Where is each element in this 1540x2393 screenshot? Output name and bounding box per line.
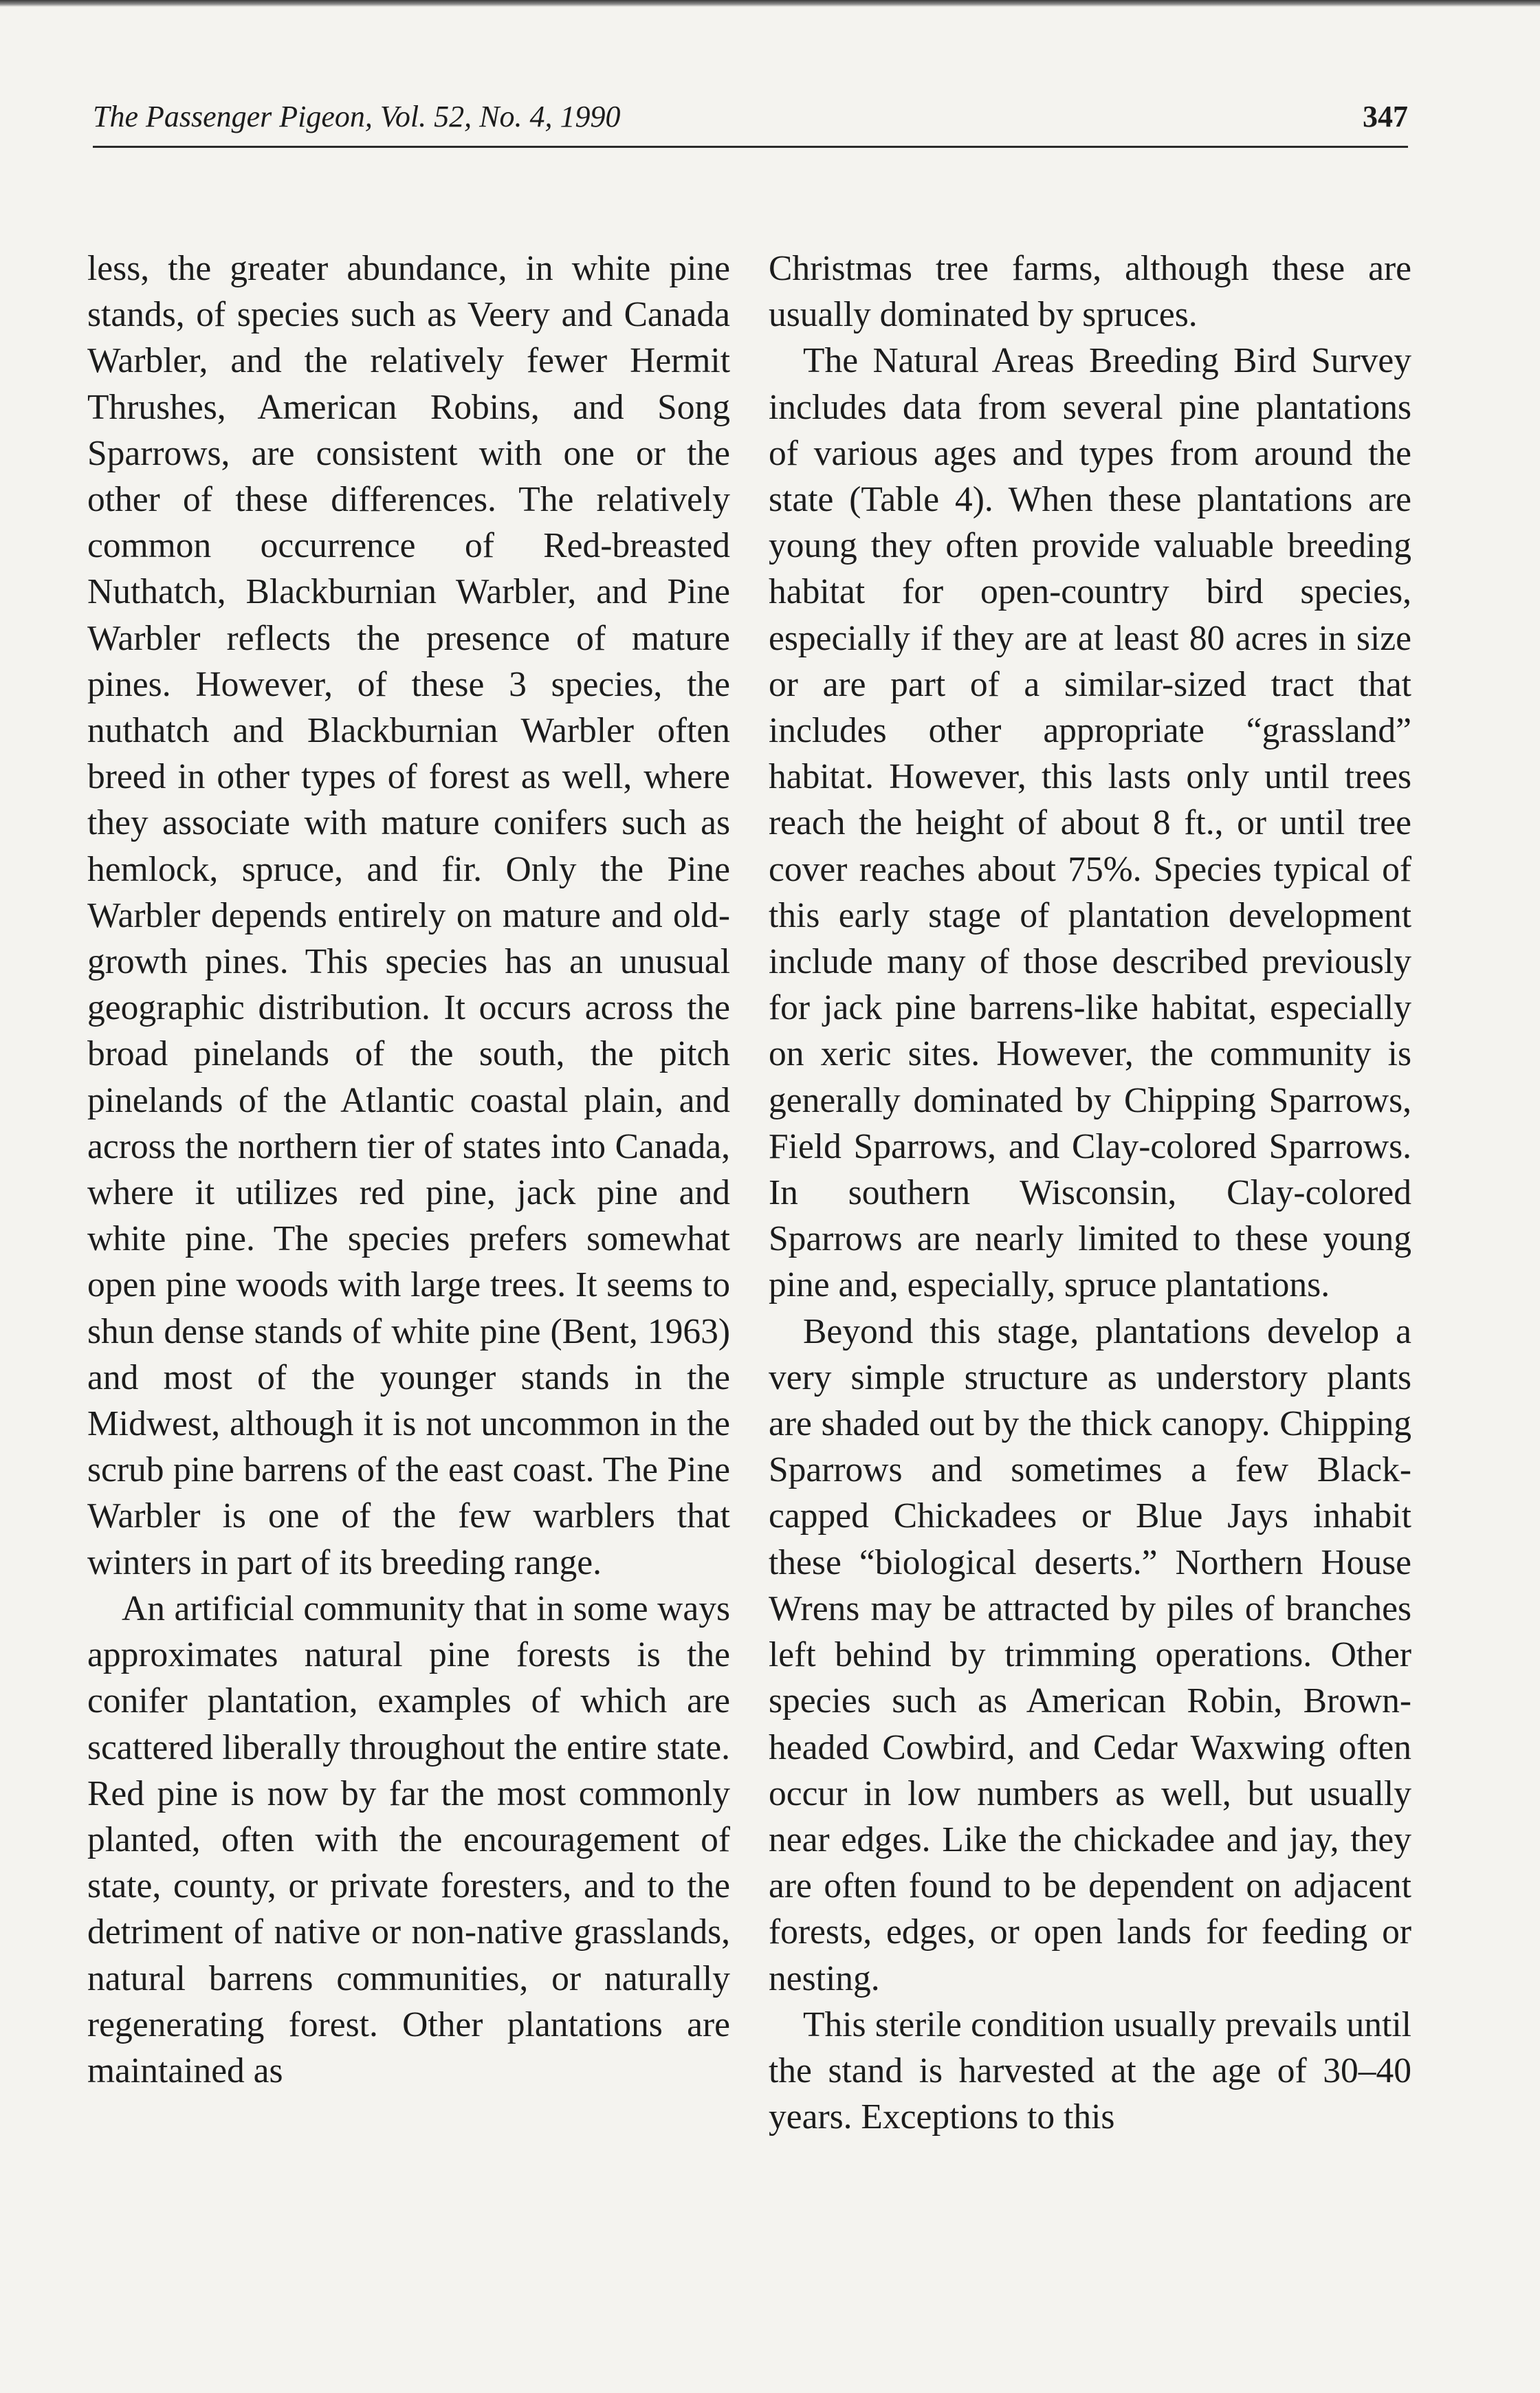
right-column: [769, 245, 1411, 2140]
right-paragraph-2: The Natural Areas Breeding Bird Survey includes data from several pine plantations of various ages and types from around the state (Table 4). When these plantations are young they often provide valuable breeding habitat for open-country bird species, especially if they are at least 80 acres in size or are part of a similar-sized tract that includes other appropriate “grassland” habitat. However, this lasts only until trees reach the height of about 8 ft., or until tree cover reaches about 75%. Species typical of this early stage of plantation development include many of those described previously for jack pine barrens-like habitat, especially on xeric sites. However, the community is generally dominated by Chipping Sparrows, Field Sparrows, and Clay-colored Sparrows. In southern Wisconsin, Clay-colored Sparrows are nearly limited to these young pine and, especially, spruce plantations.: [769, 341, 1411, 1305]
header-rule: [93, 146, 1408, 148]
page-top-edge: [0, 0, 1540, 7]
left-column: [87, 245, 730, 2094]
right-paragraph-4: This sterile condition usually prevails until the stand is harvested at the age of 30–40 years. Exceptions to this: [769, 2004, 1411, 2137]
left-paragraph-1: less, the greater abundance, in white pine stands, of species such as Veery and Canada Warbler, and the relatively fewer Hermit Thrushes, American Robins, and Song Sparrows, are consistent with one or the other of these differences. The relatively common occurrence of Red-breasted Nuthatch, Blackburnian Warbler, and Pine Warbler reflects the presence of mature pines. However, of these 3 species, the nuthatch and Blackburnian Warbler often breed in other types of forest as well, where they associate with mature conifers such as hemlock, spruce, and fir. Only the Pine Warbler depends entirely on mature and old-growth pines. This species has an unusual geographic distribution. It occurs across the broad pinelands of the south, the pitch pinelands of the Atlantic coastal plain, and across the northern tier of states into Canada, where it utilizes red pine, jack pine and white pine. The species prefers somewhat open pine woods with large trees. It seems to shun dense stands of white pine (Bent, 1963) and most of the younger stands in the Midwest, although it is not uncommon in the scrub pine barrens of the east coast. The Pine Warbler is one of the few warblers that winters in part of its breeding range.: [87, 249, 730, 1582]
left-paragraph-2: An artificial community that in some ways approximates natural pine forests is the conifer plantation, examples of which are scattered liberally throughout the entire state. Red pine is now by far the most commonly planted, often with the encouragement of state, county, or private foresters, and to the detriment of native or non-native grasslands, natural barrens communities, or naturally regenerating forest. Other plantations are maintained as: [87, 1588, 730, 2090]
page-header: [93, 96, 1408, 144]
running-head: The Passenger Pigeon, Vol. 52, No. 4, 1990: [93, 100, 621, 133]
right-paragraph-3: Beyond this stage, plantations develop a very simple structure as understory plants are shaded out by the thick canopy. Chipping Sparrows and sometimes a few Black-capped Chickadees or Blue Jays inhabit these “biological deserts.” Northern House Wrens may be attracted by piles of branches left behind by trimming operations. Other species such as American Robin, Brown-headed Cowbird, and Cedar Waxwing often occur in low numbers as well, but usually near edges. Like the chickadee and jay, they are often found to be dependent on adjacent forests, edges, or open lands for feeding or nesting.: [769, 1311, 1411, 1998]
page-number: 347: [1363, 100, 1408, 133]
right-paragraph-1: Christmas tree farms, although these are usually dominated by spruces.: [769, 249, 1411, 335]
